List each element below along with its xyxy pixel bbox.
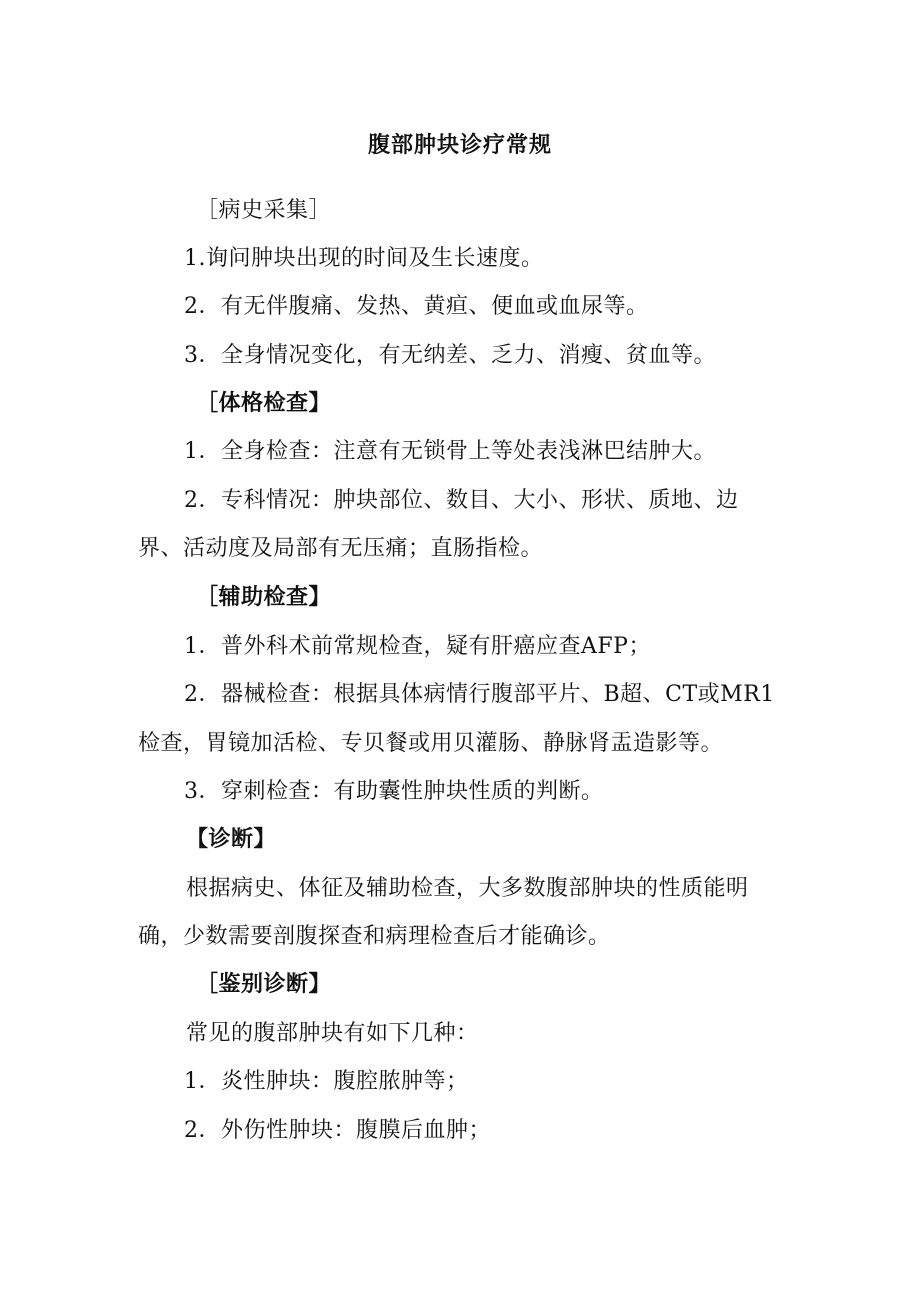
section-heading-physical-exam: ［体格检查】 (196, 391, 332, 416)
physical-exam-item-1: 1．全身检查：注意有无锁骨上等处表浅淋巴结肿大。 (184, 439, 716, 464)
auxiliary-exam-item-2-line-1: 2．器械检查：根据具体病情行腹部平片、B超、CT或MR1 (184, 682, 775, 707)
physical-exam-item-2-line-2: 界、活动度及局部有无压痛；直肠指检。 (138, 536, 544, 561)
physical-exam-item-2-line-1: 2．专科情况：肿块部位、数目、大小、形状、质地、边 (184, 488, 739, 513)
auxiliary-exam-item-2-line-2: 检查，胃镜加活检、专贝餐或用贝灌肠、静脉肾盂造影等。 (138, 731, 724, 756)
section-heading-differential: ［鉴别诊断】 (196, 972, 332, 997)
document-title: 腹部肿块诊疗常规 (367, 133, 552, 158)
history-item-3: 3．全身情况变化，有无纳差、乏力、消瘦、贫血等。 (184, 343, 716, 368)
differential-intro: 常见的腹部肿块有如下几种： (186, 1021, 479, 1046)
auxiliary-exam-item-3: 3．穿刺检查：有助囊性肿块性质的判断。 (184, 779, 604, 804)
differential-item-2: 2．外伤性肿块：腹膜后血肿； (184, 1118, 491, 1143)
auxiliary-exam-item-1: 1．普外科术前常规检查，疑有肝癌应查AFP； (184, 634, 651, 659)
diagnosis-line-1: 根据病史、体征及辅助检查，大多数腹部肿块的性质能明 (186, 876, 749, 901)
history-item-2: 2．有无伴腹痛、发热、黄疸、便血或血尿等。 (184, 294, 649, 319)
section-heading-history: ［病史采集］ (196, 198, 332, 223)
diagnosis-line-2: 确，少数需要剖腹探查和病理检查后才能确诊。 (138, 924, 611, 949)
differential-item-1: 1．炎性肿块：腹腔脓肿等； (184, 1069, 469, 1094)
history-item-1: 1.询问肿块出现的时间及生长速度。 (184, 246, 544, 271)
section-heading-auxiliary-exam: ［辅助检查】 (196, 585, 332, 610)
section-heading-diagnosis: 【诊断】 (186, 827, 277, 852)
